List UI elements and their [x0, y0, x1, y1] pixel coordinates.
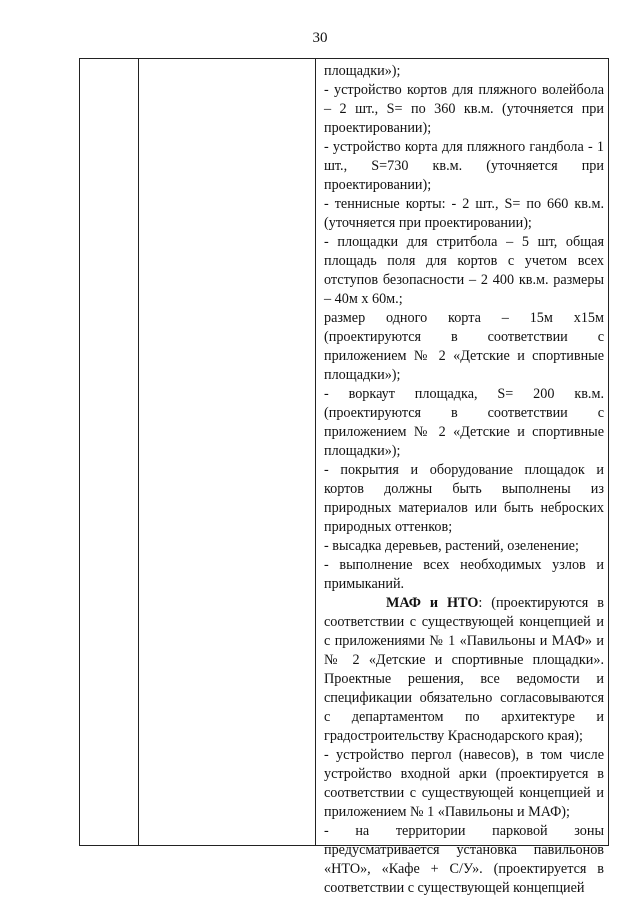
table-column-requirements — [316, 59, 608, 896]
table-paragraph: площадки»); — [324, 63, 401, 79]
requirements-table — [79, 58, 609, 896]
table-column-name — [139, 59, 316, 845]
table-paragraph: - устройство пергол (навесов), в том числе устройство входной арки (проектируется в соответствии с существующей концепцией и приложением № 1 «Павильоны и МАФ); — [324, 747, 604, 820]
table-paragraph: - теннисные корты: - 2 шт., S= по 660 кв.м. (уточняется при проектировании); — [324, 196, 604, 231]
maf-heading: МАФ и НТО — [386, 595, 479, 611]
table-column-number — [80, 59, 139, 845]
table-paragraph: - устройство кортов для пляжного волейбола – 2 шт., S= по 360 кв.м. (уточняется при проектировании); — [324, 82, 604, 136]
table-paragraph: - площадки для стритбола – 5 шт, общая площадь поля для кортов с учетом всех отступов безопасности – 2 400 кв.м. размеры – 40м х 60м.; — [324, 234, 604, 307]
table-paragraph: - выполнение всех необходимых узлов и примыканий. — [324, 557, 604, 592]
table-paragraph: - воркаут площадка, S= 200 кв.м. (проектируются в соответствии с приложением № 2 «Детские и спортивные площадки»); — [324, 386, 604, 459]
table-paragraph: - на территории парковой зоны предусматривается установка павильонов «НТО», «Кафе + С/У». (проектируется в соответствии с существующей концепцией — [324, 823, 604, 896]
table-paragraph: - устройство корта для пляжного гандбола - 1 шт., S=730 кв.м. (уточняется при проектировании); — [324, 139, 604, 193]
page-number: 30 — [312, 30, 328, 46]
table-paragraph: размер одного корта – 15м х15м (проектируются в соответствии с приложением № 2 «Детские и спортивные площадки»); — [324, 310, 604, 383]
table-paragraph: - высадка деревьев, растений, озеленение; — [324, 538, 579, 554]
table-paragraph: - покрытия и оборудование площадок и кортов должны быть выполнены из природных материалов или быть неброских природных оттенков; — [324, 462, 604, 535]
maf-section-paragraph — [324, 594, 604, 746]
maf-text: : (проектируются в соответствии с существующей концепцией и с приложениями № 1 «Павильоны и МАФ» и № 2 «Детские и спортивные площадки». Проектные решения, все ведомости и спецификации обязательно согласовываются с департаментом по архитектуре и градостроительству Краснодарского края); — [324, 595, 604, 744]
